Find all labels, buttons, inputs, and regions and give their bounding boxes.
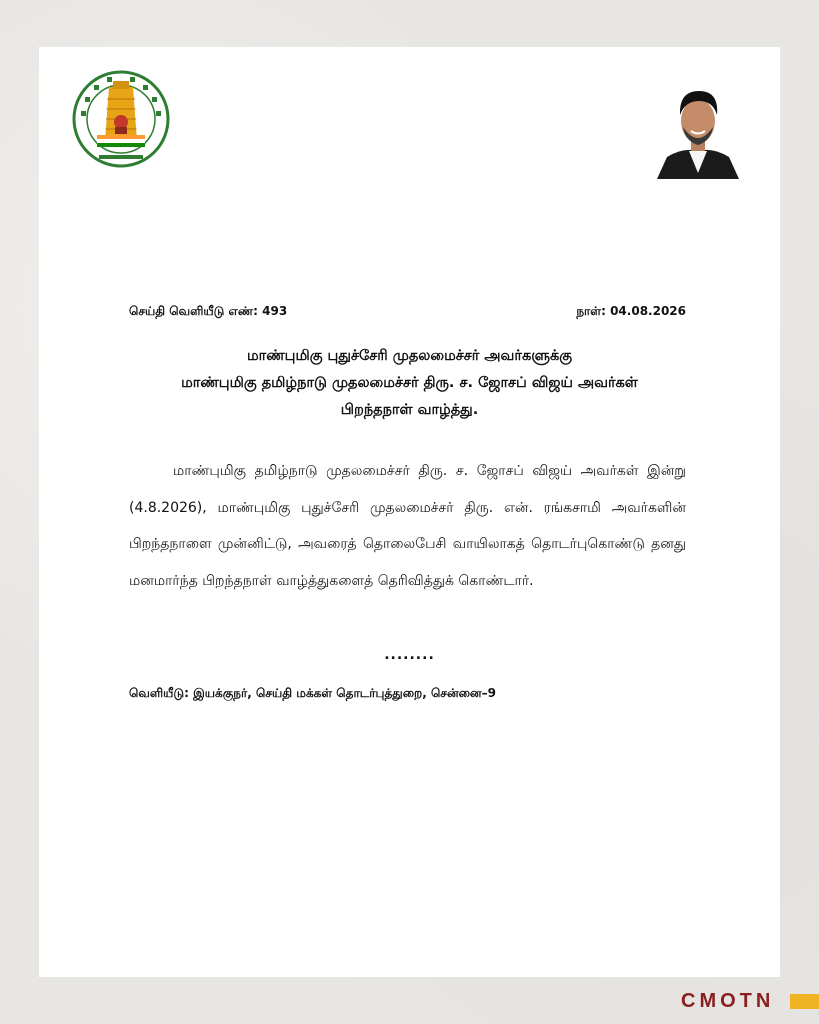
- headline-line-1: மாண்புமிகு புதுச்சேரி முதலமைச்சர் அவர்களுக்கு: [246, 348, 573, 364]
- brand-logo: CMOTN: [681, 990, 775, 1012]
- headline-line-3: பிறந்தநாள் வாழ்த்து.: [340, 402, 479, 418]
- tamil-nadu-emblem-icon: [69, 69, 173, 173]
- release-number: செய்தி வெளியீடு எண்: 493: [129, 304, 288, 318]
- release-date: நாள்: 04.08.2026: [576, 304, 686, 318]
- issued-by: வெளியீடு: இயக்குநர், செய்தி மக்கள் தொடர்புத்துறை, சென்னை–9: [129, 686, 496, 700]
- brand-accent-bar: [790, 994, 819, 1009]
- press-release-page: [39, 47, 780, 977]
- separator-dots: ........: [384, 647, 435, 663]
- headline-line-2: மாண்புமிகு தமிழ்நாடு முதலமைச்சர் திரு. ச. ஜோசப் விஜய் அவர்கள்: [181, 375, 638, 391]
- release-meta: [129, 304, 686, 320]
- chief-minister-portrait: [653, 75, 743, 179]
- body-paragraph: மாண்புமிகு தமிழ்நாடு முதலமைச்சர் திரு. ச. ஜோசப் விஜய் அவர்கள் இன்று (4.8.2026), மாண்புமிகு புதுச்சேரி முதலமைச்சர் திரு. என். ரங்கசாமி அவர்களின் பிறந்தநாளை முன்னிட்டு, அவரைத் தொலைபேசி வாயிலாகத் தொடர்புகொண்டு தனது மனமார்ந்த பிறந்தநாள் வாழ்த்துகளைத் தெரிவித்துக் கொண்டார்.: [129, 463, 686, 589]
- headline: [99, 343, 720, 424]
